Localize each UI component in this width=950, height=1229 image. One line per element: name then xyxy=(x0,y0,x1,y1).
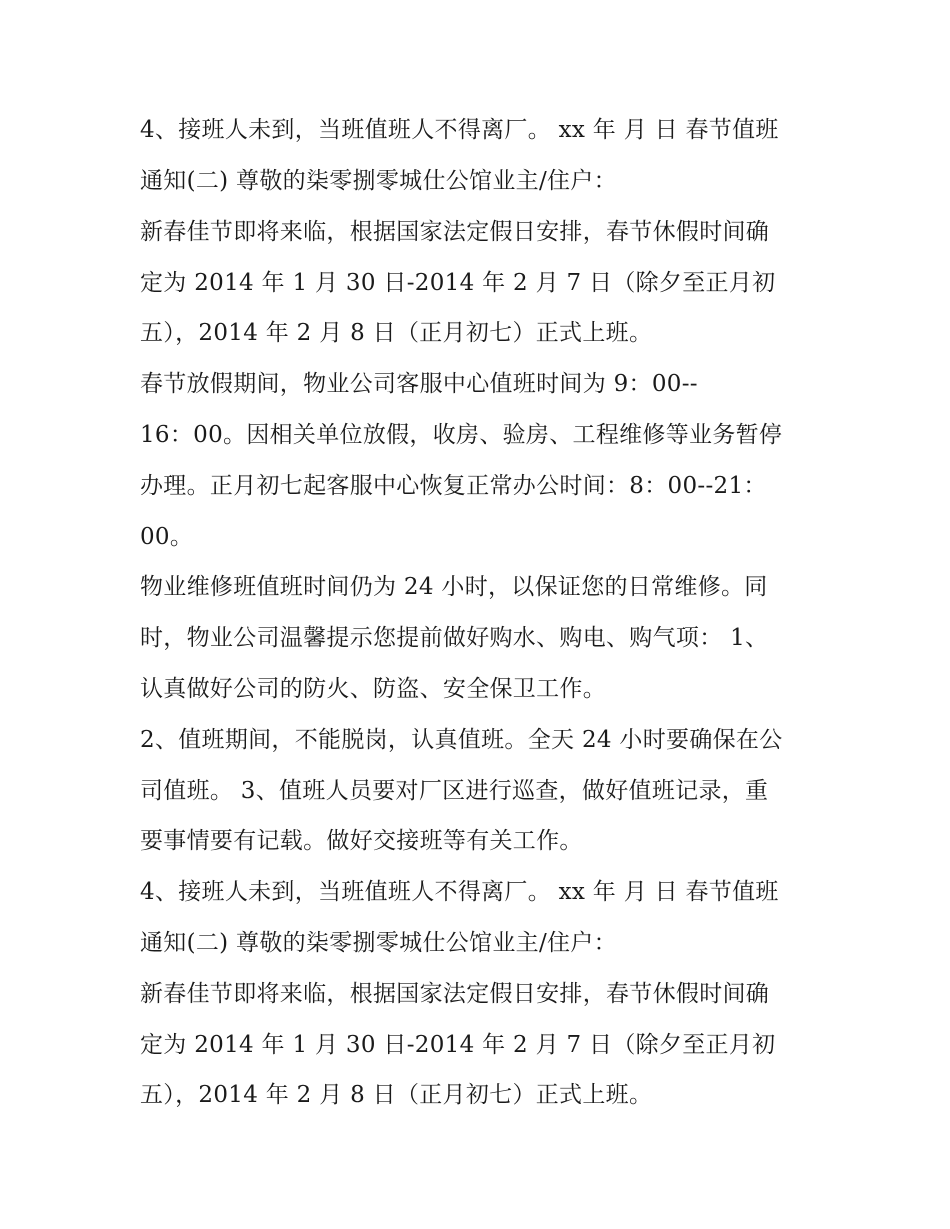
text-line: 定为 2014 年 1 月 30 日-2014 年 2 月 7 日（除夕至正月初 xyxy=(140,270,776,296)
text-line: 春节放假期间，物业公司客服中心值班时间为 9：00-- xyxy=(140,371,698,397)
text-line: 五），2014 年 2 月 8 日（正月初七）正式上班。 xyxy=(140,320,653,346)
text-line: 认真做好公司的防火、防盗、安全保卫工作。 xyxy=(140,676,606,702)
text-line: 新春佳节即将来临，根据国家法定假日安排，春节休假时间确 xyxy=(140,219,770,245)
text-line: 16：00。因相关单位放假，收房、验房、工程维修等业务暂停 xyxy=(140,422,783,448)
text-line: 通知(二) 尊敬的柒零捌零城仕公馆业主/住户： xyxy=(140,930,617,956)
text-line: 办理。正月初七起客服中心恢复正常办公时间：8：00--21： xyxy=(140,473,767,499)
text-line: 通知(二) 尊敬的柒零捌零城仕公馆业主/住户： xyxy=(140,168,617,194)
text-line: 定为 2014 年 1 月 30 日-2014 年 2 月 7 日（除夕至正月初 xyxy=(140,1032,776,1058)
text-line: 五），2014 年 2 月 8 日（正月初七）正式上班。 xyxy=(140,1082,653,1108)
text-line: 时，物业公司温馨提示您提前做好购水、购电、购气项： 1、 xyxy=(140,625,769,651)
text-line: 新春佳节即将来临，根据国家法定假日安排，春节休假时间确 xyxy=(140,981,770,1007)
text-line: 4、接班人未到，当班值班人不得离厂。 xx 年 月 日 春节值班 xyxy=(140,117,779,143)
text-line: 要事情要有记载。做好交接班等有关工作。 xyxy=(140,828,583,854)
text-line: 物业维修班值班时间仍为 24 小时，以保证您的日常维修。同 xyxy=(140,574,768,600)
text-line: 2、值班期间，不能脱岗，认真值班。全天 24 小时要确保在公 xyxy=(140,727,783,753)
text-line: 00。 xyxy=(140,524,194,550)
text-line: 4、接班人未到，当班值班人不得离厂。 xx 年 月 日 春节值班 xyxy=(140,879,779,905)
text-line: 司值班。 3、值班人员要对厂区进行巡查，做好值班记录，重 xyxy=(140,778,769,804)
